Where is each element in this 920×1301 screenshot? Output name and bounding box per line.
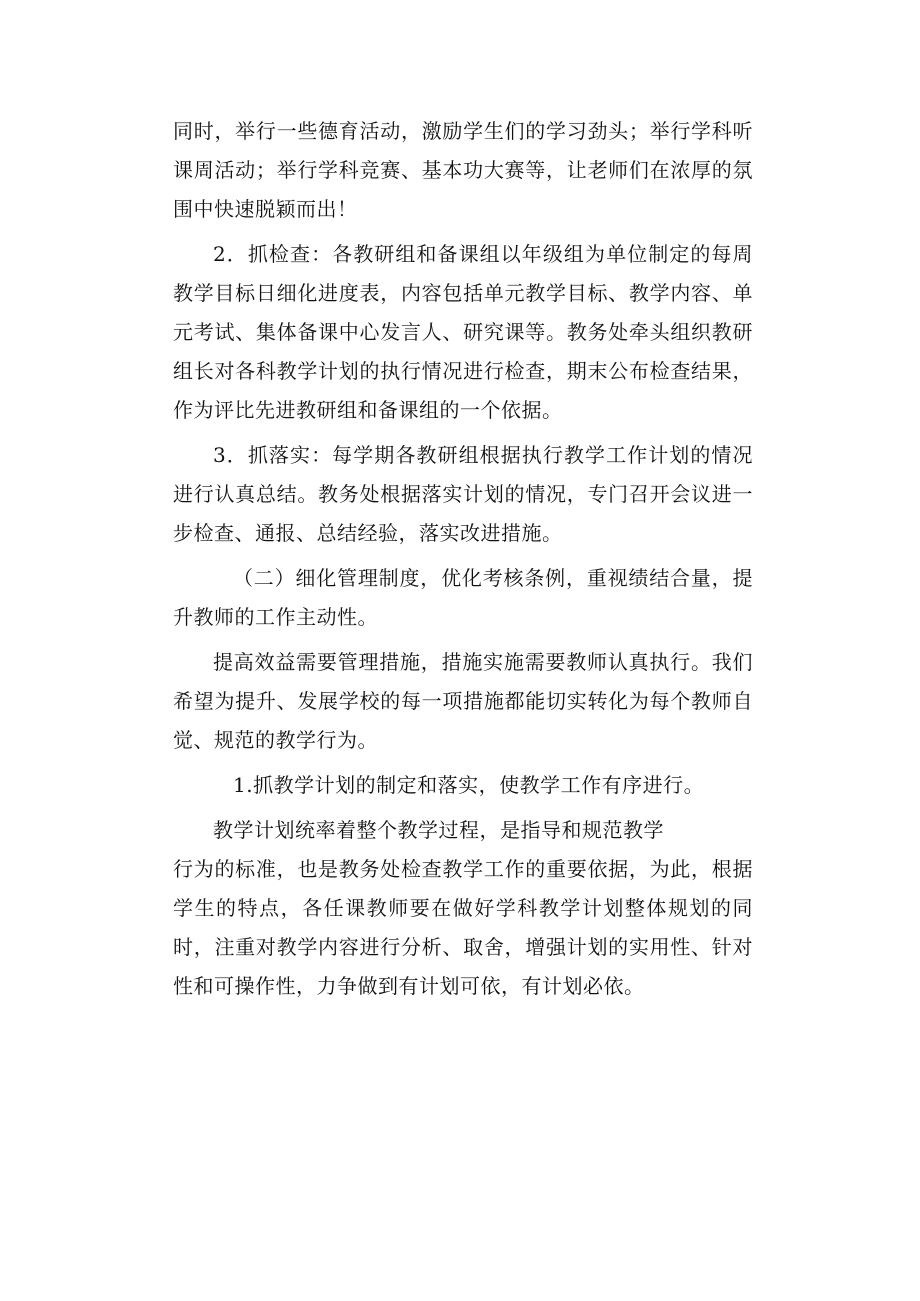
paragraph-plan-intro: 教学计划统率着整个教学过程，是指导和规范教学	[213, 818, 664, 842]
paragraph-inspection: 2．抓检查：各教研组和备课组以年级组为单位制定的每周教学目标日细化进度表，内容包括单元教学目标、教学内容、单元考试、集体备课中心发言人、研究课等。教务处牵头组织教研组长对各科教学计划的执行情况进行检查，期末公布检查结果，作为评比先进教研组和备课组的一个依据。	[173, 242, 753, 422]
paragraph-activities: 同时，举行一些德育活动，激励学生们的学习劲头；举行学科听课周活动；举行学科竞赛、基本功大赛等，让老师们在浓厚的氛围中快速脱颖而出！	[173, 119, 753, 221]
subheading-teaching-plan: 1.抓教学计划的制定和落实，使教学工作有序进行。	[233, 773, 705, 797]
section-heading-management: （二）细化管理制度，优化考核条例，重视绩结合量，提升教师的工作主动性。	[173, 566, 753, 629]
paragraph-plan-body: 行为的标准，也是教务处检查教学工作的重要依据，为此，根据学生的特点，各任课教师要在做好学科教学计划整体规划的同时，注重对教学内容进行分析、取舍，增强计划的实用性、针对性和可操作性，力争做到有计划可依，有计划必依。	[173, 857, 753, 998]
document-body	[173, 112, 753, 1006]
paragraph-implementation: 3．抓落实：每学期各教研组根据执行教学工作计划的情况进行认真总结。教务处根据落实计划的情况，专门召开会议进一步检查、通报、总结经验，落实改进措施。	[173, 443, 753, 545]
paragraph-efficiency: 提高效益需要管理措施，措施实施需要教师认真执行。我们希望为提升、发展学校的每一项措施都能切实转化为每个教师自觉、规范的教学行为。	[173, 650, 753, 752]
